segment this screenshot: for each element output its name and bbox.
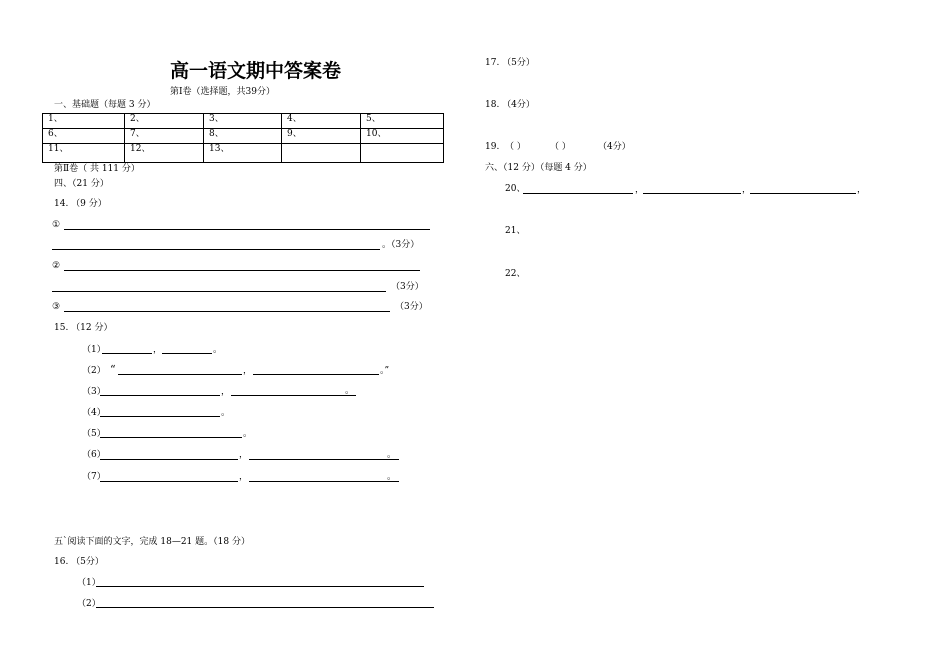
q18-heading: 18. （4分） (485, 100, 535, 110)
grid-cell[interactable]: 9、 (282, 129, 361, 144)
q22-number: 22、 (505, 269, 526, 279)
punct: ， (243, 366, 253, 376)
grid-cell[interactable]: 12、 (125, 144, 204, 163)
q16-heading: 16. （5分） (54, 557, 104, 567)
q15-line-1b[interactable] (162, 353, 212, 354)
grid-cell[interactable]: 2、 (125, 114, 204, 129)
q15-label-3: （3） (82, 387, 106, 397)
q16-label-2: （2） (77, 599, 101, 609)
punct: 。 (387, 472, 397, 482)
punct: ， (857, 185, 867, 195)
q14-heading: 14. （9 分） (54, 199, 107, 209)
section5-heading: 五`阅读下面的文字，完成 18—21 题。（18 分） (54, 537, 250, 547)
grid-cell[interactable]: 3、 (204, 114, 282, 129)
section6-heading: 六、（12 分）（每题 4 分） (485, 163, 592, 173)
grid-cell[interactable]: 13、 (204, 144, 282, 163)
q15-line-7a[interactable] (100, 481, 238, 482)
q16-line-2[interactable] (96, 607, 434, 608)
page-title: 高一语文期中答案卷 (170, 60, 342, 82)
q15-line-2b[interactable] (253, 374, 379, 375)
section1-heading: 一、基础题（每题 3 分） (54, 100, 156, 110)
punct: ， (153, 345, 163, 355)
q14-score-1: 。（3分） (382, 240, 420, 250)
q20-line-1[interactable] (523, 193, 633, 194)
q15-line-2a[interactable] (118, 374, 242, 375)
q14-answer-line-2a[interactable] (64, 270, 420, 271)
q20-number: 20、 (505, 184, 526, 194)
q15-label-5: （5） (82, 429, 106, 439)
q16-line-1[interactable] (96, 586, 424, 587)
q15-line-1a[interactable] (102, 353, 152, 354)
punct: 。 (213, 345, 223, 355)
grid-row (43, 129, 444, 144)
grid-row (43, 114, 444, 129)
grid-cell[interactable]: 8、 (204, 129, 282, 144)
grid-cell[interactable]: 4、 (282, 114, 361, 129)
punct: ， (239, 450, 249, 460)
grid-cell[interactable]: 5、 (361, 114, 444, 129)
q15-label-1: （1） (82, 345, 106, 355)
grid-cell[interactable]: 10、 (361, 129, 444, 144)
q20-line-2[interactable] (643, 193, 741, 194)
q15-line-7b[interactable] (249, 481, 399, 482)
punct: ， (742, 185, 752, 195)
q14-marker-2: ② (52, 261, 61, 271)
close-quote: 。” (380, 366, 390, 376)
q14-score-3: （3分） (395, 302, 428, 312)
q19-score: （4分） (598, 142, 631, 152)
q15-heading: 15. （12 分） (54, 323, 113, 333)
q15-line-3b[interactable] (231, 395, 356, 396)
q14-answer-line-2b[interactable] (52, 291, 386, 292)
q14-answer-line-1b[interactable] (52, 249, 380, 250)
grid-cell[interactable]: 6、 (43, 129, 125, 144)
q15-label-2: （2） (82, 366, 106, 376)
punct: ， (239, 472, 249, 482)
q15-line-4[interactable] (100, 416, 220, 417)
q14-marker-3: ③ (52, 302, 61, 312)
q17-heading: 17. （5分） (485, 58, 535, 68)
volume2-heading: 第Ⅱ卷（ 共 111 分） (54, 164, 140, 174)
q21-number: 21、 (505, 226, 526, 236)
q19-number: 19. (485, 142, 500, 152)
q14-answer-line-3[interactable] (64, 311, 390, 312)
punct: 。 (387, 450, 397, 460)
q14-answer-line-1a[interactable] (64, 229, 430, 230)
q15-line-3a[interactable] (100, 395, 220, 396)
grid-row (43, 144, 444, 163)
punct: ， (635, 185, 645, 195)
q15-line-5[interactable] (100, 437, 242, 438)
grid-cell[interactable] (282, 144, 361, 163)
q15-line-6a[interactable] (100, 459, 238, 460)
section4-heading: 四、（21 分） (54, 179, 109, 189)
punct: 。 (243, 429, 253, 439)
q14-marker-1: ① (52, 220, 61, 230)
volume1-heading: 第Ⅰ卷（选择题，共39分） (170, 87, 276, 97)
punct: 。 (345, 386, 355, 396)
q19-blank-2[interactable]: （ ） (550, 142, 571, 152)
q15-label-7: （7） (82, 472, 106, 482)
grid-cell[interactable]: 11、 (43, 144, 125, 163)
q15-label-6: （6） (82, 450, 106, 460)
punct: ， (221, 387, 231, 397)
q15-line-6b[interactable] (249, 459, 399, 460)
q15-label-4: （4） (82, 408, 106, 418)
q14-score-2: （3分） (391, 282, 424, 292)
q16-label-1: （1） (77, 578, 101, 588)
grid-cell[interactable]: 1、 (43, 114, 125, 129)
open-quote: “ (110, 363, 116, 376)
q19-blank-1[interactable]: （ ） (505, 142, 526, 152)
answer-grid (42, 113, 444, 163)
q20-line-3[interactable] (750, 193, 856, 194)
grid-cell[interactable] (361, 144, 444, 163)
punct: 。 (221, 408, 231, 418)
grid-cell[interactable]: 7、 (125, 129, 204, 144)
